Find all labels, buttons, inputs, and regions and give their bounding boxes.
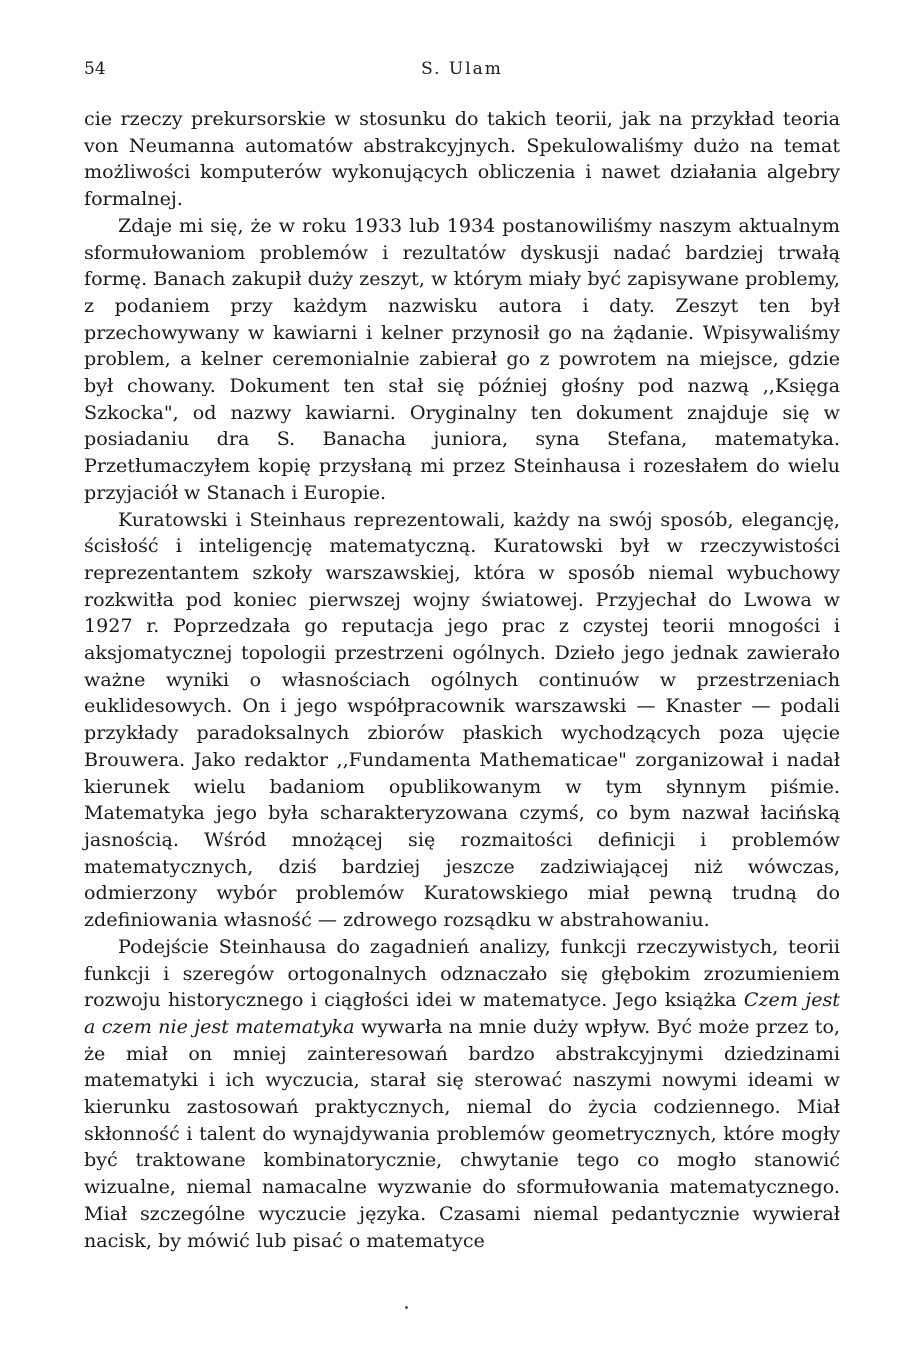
book-title: Czem jest a czem nie jest matematyka — [84, 988, 840, 1038]
page-number: 54 — [84, 59, 106, 79]
paragraph-4 — [84, 934, 840, 1254]
paragraph-1: cie rzeczy prekursorskie w stosunku do takich teorii, jak na przykład teoria von Neumanna automatów abstrakcyjnych. Spekulowaliśmy dużo na temat możliwości komputerów wykonujących obliczenia i nawet działania algebry formalnej. — [84, 107, 840, 211]
page — [84, 58, 840, 1254]
paragraph-4-text-after: wywarła na mnie duży wpływ. Być może przez to, że miał on mniej zainteresowań bardzo abstrakcyjnymi dziedzinami matematyki i ich wyczucia, starał się sterować naszymi nowymi ideami w kierunku zastosowań praktycznych, niemal do życia codziennego. Miał skłonność i talent do wynajdywania problemów geometrycznych, które mogły być traktowane kombinatorycznie, chwytanie tego co mogło stanowić wizualne, niemal namacalne wyzwanie do sformułowania matematycznego. Miał szczególne wyczucie języka. Czasami niemal pedantycznie wywierał nacisk, by mówić lub pisać o matematyce — [84, 1014, 841, 1252]
body-text — [84, 106, 840, 1254]
paragraph-2: Zdaje mi się, że w roku 1933 lub 1934 postanowiliśmy naszym aktualnym sformułowaniom problemów i rezultatów dyskusji nadać bardziej trwałą formę. Banach zakupił duży zeszyt, w którym miały być zapisywane problemy, z podaniem przy każdym nazwisku autora i daty. Zeszyt ten był przechowywany w kawiarni i kelner przynosił go na żądanie. Wpisywaliśmy problem, a kelner ceremonialnie zabierał go z powrotem na miejsce, gdzie był chowany. Dokument ten stał się później głośny pod nazwą ,,Księga Szkocka", od nazwy kawiarni. Oryginalny ten dokument znajduje się w posiadaniu dra S. Banacha juniora, syna Stefana, matematyka. Przetłumaczyłem kopię przysłaną mi przez Steinhausa i rozesłałem do wielu przyjaciół w Stanach i Europie. — [84, 213, 840, 504]
print-speck — [405, 1306, 408, 1309]
page-header — [84, 58, 840, 80]
running-head: S. Ulam — [421, 59, 503, 79]
paragraph-3: Kuratowski i Steinhaus reprezentowali, każdy na swój sposób, elegancję, ścisłość i inteligencję matematyczną. Kuratowski był w rzeczywistości reprezentantem szkoły warszawskiej, która w sposób niemal wybuchowy rozkwitła pod koniec pierwszej wojny światowej. Przyjechał do Lwowa w 1927 r. Poprzedzała go reputacja jego prac z czystej teorii mnogości i aksjomatycznej topologii przestrzeni ogólnych. Dzieło jego jednak zawierało ważne wyniki o własnościach ogólnych continuów w przestrzeniach euklidesowych. On i jego współpracownik warszawski — Knaster — podali przykłady paradoksalnych zbiorów płaskich wychodzących poza ujęcie Brouwera. Jako redaktor ,,Fundamenta Mathematicae" zorganizował i nadał kierunek wielu badaniom opublikowanym w tym słynnym piśmie. Matematyka jego była scharakteryzowana czymś, co bym nazwał łacińską jasnością. Wśród mnożącej się rozmaitości definicji i problemów matematycznych, dziś bardziej jeszcze zadziwiającej niż wówczas, odmierzony wybór problemów Kuratowskiego miał pewną trudną do zdefiniowania własność — zdrowego rozsądku w abstrahowaniu. — [84, 507, 840, 932]
paragraph-4-text-before: Podejście Steinhausa do zagadnień analizy, funkcji rzeczywistych, teorii funkcji i szeregów ortogonalnych odznaczało się głębokim zrozumieniem rozwoju historycznego i ciągłości idei w matematyce. Jego książka — [84, 934, 840, 1012]
